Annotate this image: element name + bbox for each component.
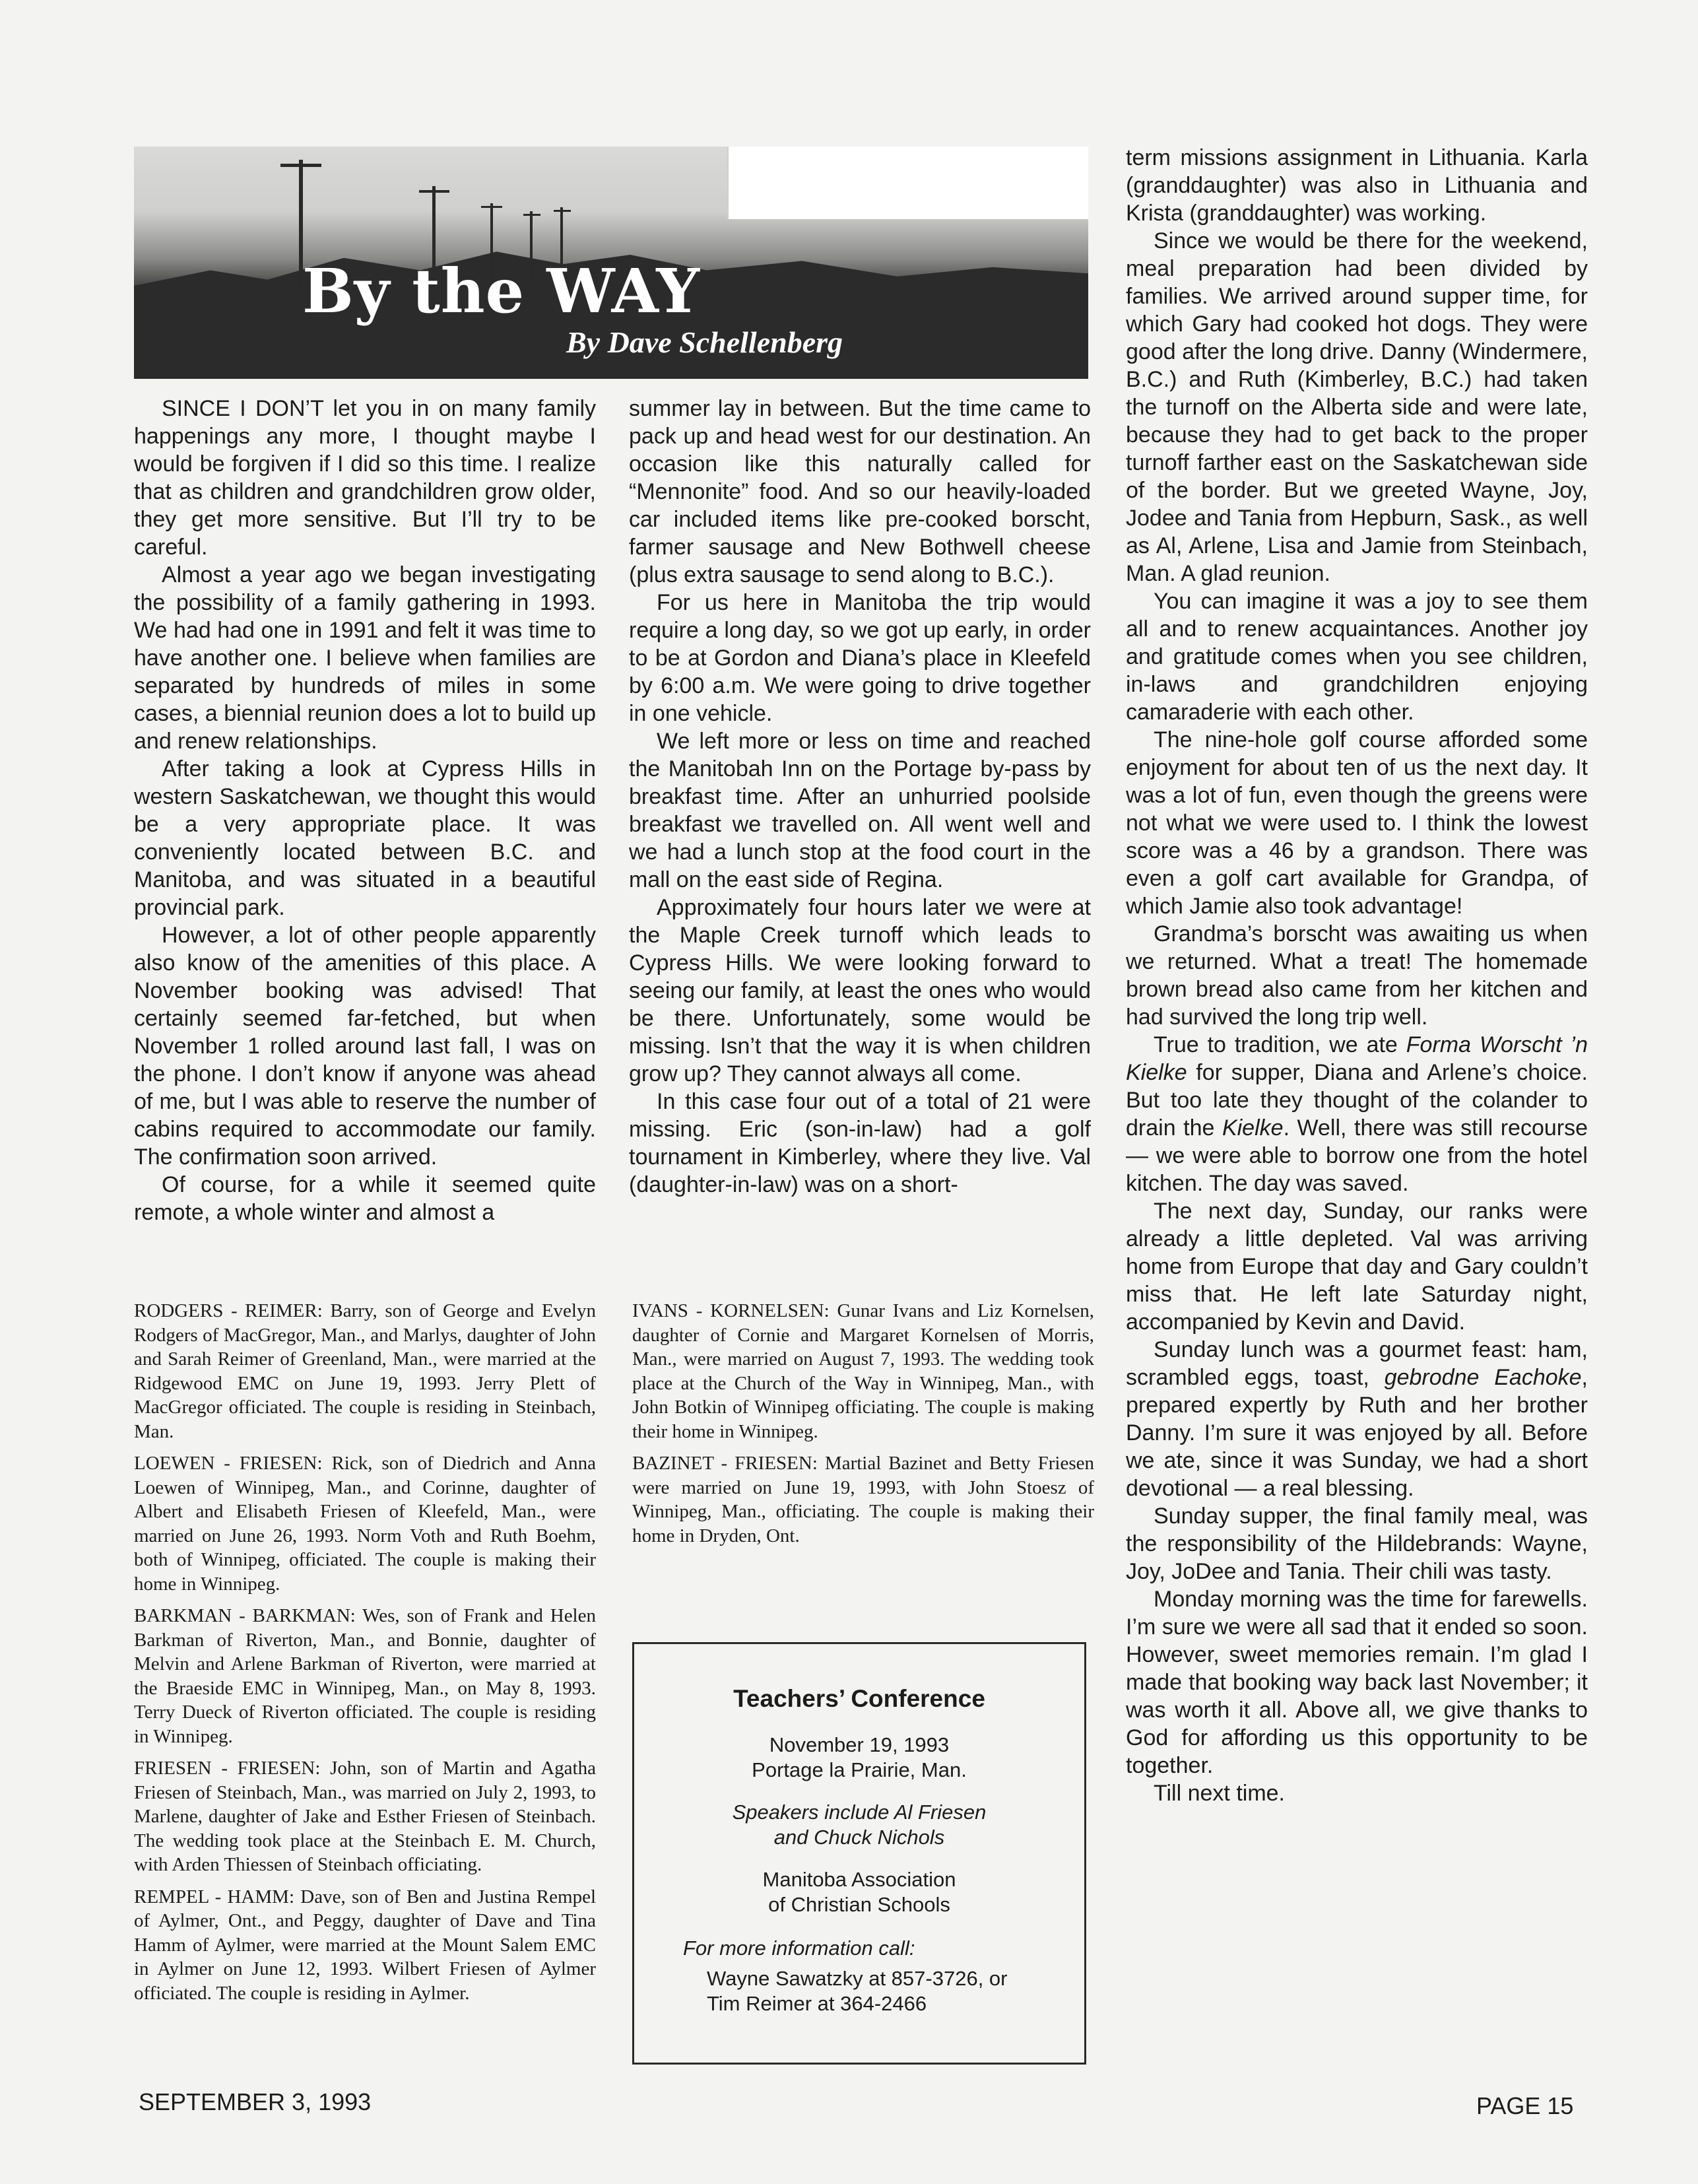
article-paragraph: For us here in Manitoba the trip would require a long day, so we got up early, in order to be at Gordon and Diana’s place in Kleefeld by 6:00 a.m. We were going to drive together in one vehicle. <box>629 590 1091 726</box>
conference-contact: Tim Reimer at 364-2466 <box>707 1992 927 2015</box>
telephone-pole-crossbar <box>523 214 540 216</box>
conference-title: Teachers’ Conference <box>733 1685 985 1712</box>
issue-date: SEPTEMBER 3, 1993 <box>139 2088 372 2115</box>
conference-call-label: For more information call: <box>683 1936 915 1960</box>
conference-speakers: Speakers include Al Friesen <box>732 1801 987 1824</box>
text-run: . Well, there was still recourse — we were able to borrow one from the hotel kitchen. The day was saved. <box>1126 1115 1588 1196</box>
wedding-notice: RODGERS - REIMER: Barry, son of George and Evelyn Rodgers of MacGregor, Man., and Marlys, daughter of John and Sarah Reimer of Greenland, Man., were married at the Ridgewood EMC on June 19, 1993. Jerry Plett of MacGregor officiated. The couple is residing in Steinbach, Man. <box>134 1300 596 1442</box>
article-column-2 <box>629 395 1091 1199</box>
article-column-3 <box>1126 144 1588 1807</box>
article-paragraph: After taking a look at Cypress Hills in western Saskatchewan, we thought this would be a very appropriate place. It was conveniently located between B.C. and Manitoba, and was situated in a beautiful provincial park. <box>134 756 596 920</box>
conference-contact: Wayne Sawatzky at 857-3726, or <box>707 1967 1008 1990</box>
article-paragraph <box>1126 1336 1588 1502</box>
telephone-pole-crossbar <box>419 190 449 193</box>
masthead-blank-panel <box>727 147 1088 219</box>
wedding-notice: IVANS - KORNELSEN: Gunar Ivans and Liz Kornelsen, daughter of Cornie and Margaret Kornelsen of Morris, Man., were married on August 7, 1993. The wedding took place at the Church of the Way in Winnipeg, Man., with John Botkin of Winnipeg officiating. The couple is making their home in Winnipeg. <box>632 1300 1094 1442</box>
article-paragraph: However, a lot of other people apparently also know of the amenities of this place. A November booking was advised! That certainly seemed far-fetched, but when November 1 rolled around last fall, I was on the phone. I don’t know if anyone was ahead of me, but I was able to reserve the number of cabins required to accommodate our family. The confirmation soon arrived. <box>134 923 596 1170</box>
telephone-pole-crossbar <box>280 164 321 167</box>
article-paragraph: Almost a year ago we began investigating the possibility of a family gathering in 1993. We had had one in 1991 and felt it was time to have another one. I believe when families are separated by hundreds of miles in some cases, a biennial reunion does a lot to build up and renew relationships. <box>134 562 596 754</box>
article-paragraph: summer lay in between. But the time came to pack up and head west for our destination. An occasion like this naturally called for “Mennonite” food. And so our heavily-loaded car included items like pre-cooked borscht, farmer sausage and New Bothwell cheese (plus extra sausage to send along to B.C.). <box>629 396 1091 587</box>
article-paragraph: Monday morning was the time for farewells. I’m sure we were all sad that it ended so soon. However, sweet memories remain. I’m glad I made that booking way back last November; it was worth it all. Above all, we give thanks to God for affording us this opportunity to be together. <box>1126 1587 1588 1778</box>
article-paragraph: Of course, for a while it seemed quite remote, a whole winter and almost a <box>134 1172 596 1225</box>
article-paragraph: term missions assignment in Lithuania. Karla (granddaughter) was also in Lithuania and Krista (granddaughter) was working. <box>1126 145 1588 226</box>
article-paragraph: Sunday supper, the final family meal, was the responsibility of the Hildebrands: Wayne, Joy, JoDee and Tania. Their chili was tasty. <box>1126 1504 1588 1584</box>
italic-dish-name: Forma Worscht ’n Kielke <box>1126 1032 1588 1085</box>
article-paragraph: SINCE I DON’T let you in on many family happenings any more, I thought maybe I would be forgiven if I did so this time. I realize that as children and grandchildren grow older, they get more sensitive. But I’ll try to be careful. <box>134 396 596 560</box>
article-paragraph: You can imagine it was a joy to see them all and to renew acquaintances. Another joy and gratitude comes when you see children, in-laws and grandchildren enjoying camaraderie with each other. <box>1126 589 1588 725</box>
conference-organizer: Manitoba Association <box>762 1868 956 1891</box>
text-run: , prepared expertly by Ruth and her brother Danny. I’m sure it was enjoyed by all. Before we ate, since it was Sunday, we had a short devotional — a real blessing. <box>1126 1365 1588 1501</box>
teachers-conference-box <box>632 1642 1086 2065</box>
column-title: By the WAY <box>302 255 701 327</box>
text-run: Sunday lunch was a gourmet feast: ham, scrambled eggs, toast, <box>1126 1337 1588 1390</box>
column-byline: By Dave Schellenberg <box>566 325 843 359</box>
telephone-pole-crossbar <box>481 206 502 208</box>
column-masthead <box>134 147 1088 379</box>
wedding-notice: LOEWEN - FRIESEN: Rick, son of Diedrich and Anna Loewen of Winnipeg, Man., and Corinne, daughter of Albert and Elisabeth Friesen of Kleefeld, Man., were married on June 26, 1993. Norm Voth and Ruth Boehm, both of Winnipeg, officiated. The couple is making their home in Winnipeg. <box>134 1453 596 1595</box>
text-run: True to tradition, we ate <box>1154 1032 1406 1057</box>
article-paragraph <box>1126 1031 1588 1197</box>
conference-date: November 19, 1993 <box>769 1733 950 1756</box>
wedding-notices-left <box>134 1299 596 2013</box>
article-paragraph: Approximately four hours later we were at the Maple Creek turnoff which leads to Cypress Hills. We were looking forward to seeing our family, at least the ones who would be there. Unfortunately, some would be missing. Isn’t that the way it is when children grow up? They cannot always all come. <box>629 895 1091 1086</box>
article-column-1 <box>134 395 596 1226</box>
article-paragraph: Till next time. <box>1154 1781 1286 1806</box>
article-paragraph: The nine-hole golf course afforded some enjoyment for about ten of us the next day. It was a lot of fun, even though the greens were not what we were used to. I think the lowest score was a 46 by a grandson. There was even a golf cart available for Grandpa, of which Jamie also took advantage! <box>1126 727 1588 919</box>
conference-organizer: of Christian Schools <box>768 1893 950 1916</box>
article-paragraph: The next day, Sunday, our ranks were already a little depleted. Val was arriving home from Europe that day and Gary couldn’t miss that. He left late Saturday night, accompanied by Kevin and David. <box>1126 1199 1588 1335</box>
article-paragraph: Grandma’s borscht was awaiting us when we returned. What a treat! The homemade brown bread also came from her kitchen and had survived the long trip well. <box>1126 921 1588 1030</box>
italic-dish-name: gebrodne Eachoke <box>1384 1365 1582 1390</box>
article-paragraph: We left more or less on time and reached the Manitobah Inn on the Portage by-pass by breakfast time. After an unhurried poolside breakfast we travelled on. All went well and we had a lunch stop at the food court in the mall on the east side of Regina. <box>629 729 1091 892</box>
wedding-notices-right <box>632 1299 1094 1556</box>
conference-speakers: and Chuck Nichols <box>773 1826 945 1849</box>
wedding-notice: BAZINET - FRIESEN: Martial Bazinet and Betty Friesen were married on June 19, 1993, with John Stoesz of Winnipeg, Man., officiating. The couple is making their home in Dryden, Ont. <box>632 1453 1094 1546</box>
article-paragraph: In this case four out of a total of 21 were missing. Eric (son-in-law) had a golf tournament in Kimberley, where they live. Val (daughter-in-law) was on a short- <box>629 1089 1091 1197</box>
text-run: for supper, Diana and Arlene’s choice. But too late they thought of the colander to drain the <box>1126 1060 1588 1141</box>
wedding-notice: BARKMAN - BARKMAN: Wes, son of Frank and Helen Barkman of Riverton, Man., and Bonnie, daughter of Melvin and Arlene Barkman of Riverton, were married at the Braeside EMC in Winnipeg, Man., on May 8, 1993. Terry Dueck of Riverton officiated. The couple is residing in Winnipeg. <box>134 1605 596 1747</box>
wedding-notice: REMPEL - HAMM: Dave, son of Ben and Justina Rempel of Aylmer, Ont., and Peggy, daughter of Dave and Tina Hamm of Aylmer, were married at the Mount Salem EMC in Aylmer on June 12, 1993. Wilbert Friesen of Aylmer officiated. The couple is residing in Aylmer. <box>134 1886 596 2004</box>
telephone-pole-crossbar <box>554 210 571 212</box>
conference-place: Portage la Prairie, Man. <box>752 1758 967 1781</box>
wedding-notice: FRIESEN - FRIESEN: John, son of Martin and Agatha Friesen of Steinbach, Man., was married on July 2, 1993, to Marlene, daughter of Jake and Esther Friesen of Steinbach. The wedding took place at the Steinbach E. M. Church, with Arden Thiessen of Steinbach officiating. <box>134 1758 596 1875</box>
page-number: PAGE 15 <box>1476 2092 1574 2119</box>
article-paragraph: Since we would be there for the weekend, meal preparation had been divided by families. We arrived around supper time, for which Gary had cooked hot dogs. They were good after the long drive. Danny (Windermere, B.C.) and Ruth (Kimberley, B.C.) had taken the turnoff on the Alberta side and were late, because they had to get back to the proper turnoff farther east on the Saskatchewan side of the border. But we greeted Wayne, Joy, Jodee and Tania from Hepburn, Sask., as well as Al, Arlene, Lisa and Jamie from Steinbach, Man. A glad reunion. <box>1126 228 1588 586</box>
italic-dish-name: Kielke <box>1222 1115 1284 1141</box>
